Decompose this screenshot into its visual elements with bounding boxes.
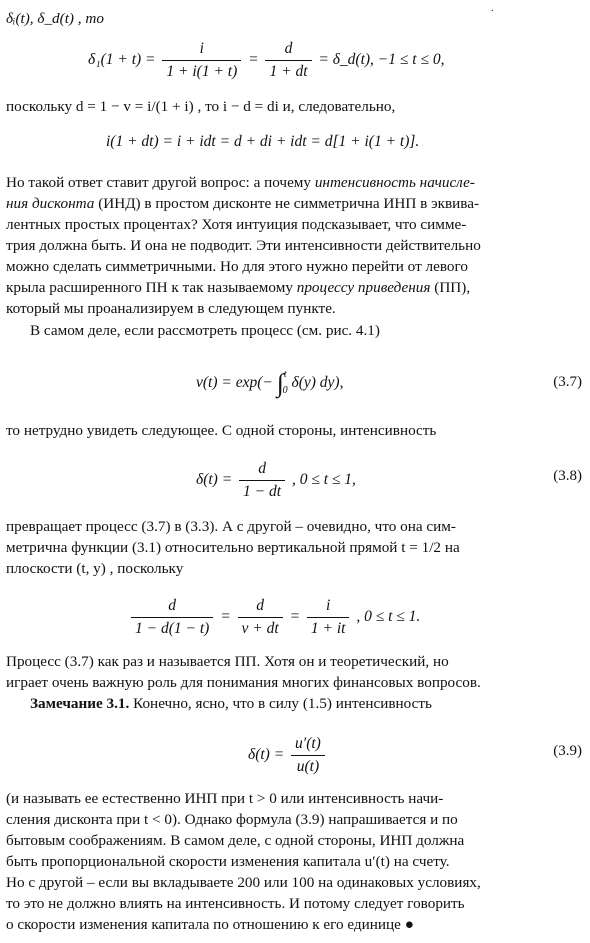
text-line-5 [6, 174, 475, 192]
eq1-fraction-2 [265, 40, 311, 81]
equation-identity: i(1 + dt) = i + idt = d + di + idt = d[1 + i(1 + t)]. [106, 133, 420, 150]
text-line-9: можно сделать симметричными. Но для этого нужно перейти от левого [6, 258, 468, 275]
text-span: (ПП), [430, 279, 471, 296]
equation-number-3-9: (3.9) [553, 743, 582, 759]
equation-3-9 [248, 735, 328, 776]
remark-heading-line [30, 695, 432, 713]
text-line-8: трия должна быть. И она не подводит. Эти интенсивности действительно [6, 237, 481, 254]
eq39-lhs: δ(t) = [248, 746, 285, 764]
eqs-num-1: d [168, 597, 177, 614]
text-line-12: В самом деле, если рассмотреть процесс (см. рис. 4.1) [30, 322, 380, 339]
eq1-equals: = [248, 51, 259, 69]
eq39-den: u(t) [291, 755, 325, 776]
eq37-lower-limit: 0 [282, 385, 288, 396]
eqs-num-3: i [326, 597, 331, 614]
eq39-fraction [291, 735, 325, 776]
equation-number-3-7: (3.7) [553, 374, 582, 390]
eq1-num-1: i [199, 40, 204, 57]
eq1-fraction-1 [162, 40, 241, 81]
eqs-fraction-3 [307, 597, 350, 638]
eq1-num-2: d [284, 40, 293, 57]
eq39-num: u′(t) [295, 735, 321, 752]
text-span: (ИНД) в простом дисконте не симметрична ИНП в эквива- [94, 195, 480, 212]
eqs-equals-2: = [289, 608, 301, 626]
text-line-1: δᵢ(t), δ_d(t) , то [6, 10, 104, 27]
text-line-25: сления дисконта при t < 0). Однако формула (3.9) напрашивается и по [6, 811, 458, 828]
equation-symmetry [128, 597, 420, 638]
eqs-fraction-2 [238, 597, 283, 638]
eq38-num: d [258, 460, 266, 477]
eq38-lhs: δ(t) = [196, 471, 233, 489]
eqs-rhs: , 0 ≤ t ≤ 1. [356, 608, 421, 626]
eq38-fraction [239, 460, 285, 501]
eq38-den: 1 − dt [239, 480, 285, 501]
text-line-3: поскольку d = 1 − v = i/(1 + i) , то i − d = di и, следовательно, [6, 98, 396, 115]
eqs-den-3: 1 + it [307, 617, 350, 638]
text-span: крыла расширенного ПН к так называемому [6, 279, 297, 296]
stray-mark: · [490, 6, 494, 17]
eqs-den-2: v + dt [238, 617, 283, 638]
text-line-10 [6, 279, 470, 297]
equation-number-3-8: (3.8) [553, 468, 582, 484]
eqs-den-1: 1 − d(1 − t) [131, 617, 213, 638]
text-line-21: играет очень важную роль для понимания многих финансовых вопросов. [6, 674, 481, 691]
integral-sign: ∫ [276, 368, 284, 398]
text-line-26: бытовым соображениям. В самом деле, с одной стороны, ИНП должна [6, 832, 465, 849]
text-line-18: плоскости (t, y) , поскольку [6, 560, 184, 577]
eq1-den-1: 1 + i(1 + t) [162, 60, 241, 81]
text-line-6 [6, 195, 479, 213]
eq37-upper-limit: t [283, 369, 287, 380]
equation-3-7 [196, 366, 343, 400]
italic-term: интенсивность начисле- [314, 174, 475, 191]
remark-title: Замечание 3.1. [30, 695, 130, 712]
text-line-16: превращает процесс (3.7) в (3.3). А с другой – очевидно, что она сим- [6, 518, 456, 535]
italic-term: ния дисконта [6, 195, 95, 212]
text-span: Но такой ответ ставит другой вопрос: а почему [6, 174, 315, 191]
text-line-11: который мы проанализируем в следующем пункте. [6, 300, 336, 317]
text-line-14: то нетрудно увидеть следующее. С одной стороны, интенсивность [6, 422, 437, 439]
eq1-rhs: = δ_d(t), −1 ≤ t ≤ 0, [318, 51, 445, 69]
text-line-27: быть пропорциональной скорости изменения капитала u′(t) на счету. [6, 853, 450, 870]
text-line-24: (и называть ее естественно ИНП при t > 0 или интенсивность начи- [6, 790, 444, 807]
text-line-20: Процесс (3.7) как раз и называется ПП. Хотя он и теоретический, но [6, 653, 449, 670]
equation-delta-1 [88, 40, 444, 81]
text-line-7: лентных простых процентах? Хотя интуиция подсказывает, что симме- [6, 216, 467, 233]
text-span: Конечно, ясно, что в силу (1.5) интенсивность [129, 695, 432, 712]
eq1-lhs: δ₁(1 + t) = [88, 51, 156, 69]
text-line-29: то это не должно влиять на интенсивность. И потому следует говорить [6, 895, 465, 912]
eqs-num-2: d [256, 597, 264, 614]
italic-term: процессу приведения [296, 279, 431, 296]
eq37-lhs: v(t) = exp(− [196, 374, 273, 391]
text-line-30: о скорости изменения капитала по отношению к его единице ● [6, 916, 414, 933]
eqs-fraction-1 [131, 597, 213, 638]
eq37-rhs: δ(y) dy), [291, 374, 344, 391]
equation-3-8 [196, 460, 356, 501]
eq38-rhs: , 0 ≤ t ≤ 1, [291, 471, 356, 489]
text-line-28: Но с другой – если вы вкладываете 200 или 100 на одинаковых условиях, [6, 874, 481, 891]
eq1-den-2: 1 + dt [265, 60, 311, 81]
text-line-17: метрична функции (3.1) относительно вертикальной прямой t = 1/2 на [6, 539, 460, 556]
eqs-equals-1: = [220, 608, 231, 626]
